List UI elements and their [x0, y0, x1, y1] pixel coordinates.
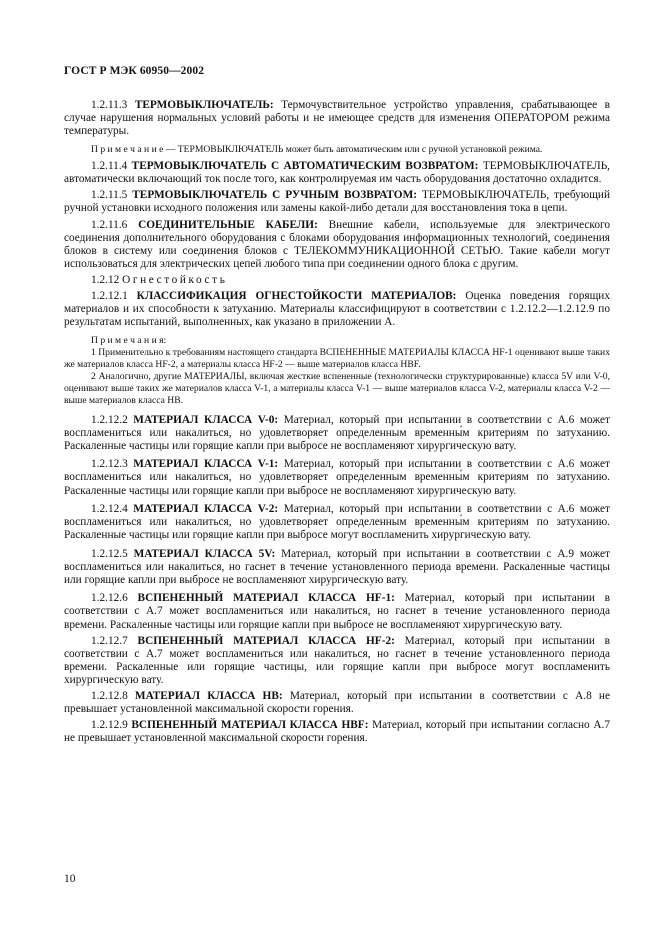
term-heading: МАТЕРИАЛ КЛАССА V-2:: [133, 503, 279, 516]
note-item-1: 1 Применительно к требованиям настоящего стандарта ВСПЕНЕННЫЕ МАТЕРИАЛЫ КЛАССА HF-1 оценивают выше таких же материалов класса HF-2, а материалы класса HF-2 — выше материалов класса HBF.: [64, 346, 610, 370]
paragraph-number: 1.2.12.5: [91, 547, 134, 560]
term-heading: МАТЕРИАЛ КЛАССА V-0:: [133, 413, 279, 426]
paragraph-1-2-12-8: [64, 690, 610, 716]
paragraph-1-2-11-4: [64, 160, 610, 186]
paragraph-number: 1.2.11.3: [91, 99, 135, 111]
paragraph-text: Оценка поведения горящих материалов и их способности к затуханию. Материалы классифицируют в соответствии с 1.2.12.2—1.2.12.9 по результатам испытаний, выполненных, как указано в приложении А.: [64, 290, 610, 329]
page-number: 10: [64, 873, 76, 885]
term-heading: МАТЕРИАЛ КЛАССА HB:: [134, 690, 283, 703]
paragraph-1-2-12-5: [64, 548, 610, 587]
paragraph-number: 1.2.11.5: [91, 189, 133, 202]
paragraph-text: Материал, который при испытании в соответствии с А.7 может воспламениться или накалиться, но гаснет в течение установленного периода времени. Раскаленные или горящие частицы, или горящие капли при выбросе могут воспламенить хирургическую вату.: [64, 634, 610, 686]
term-heading: ВСПЕНЕННЫЙ МАТЕРИАЛ КЛАССА HF-2:: [137, 634, 395, 647]
term-heading: МАТЕРИАЛ КЛАССА V-1:: [133, 458, 279, 471]
paragraph-text: Материал, который при испытании в соответствии с А.7 может воспламениться или накалиться, но гаснет в течение установленного периода времени. Раскаленные частицы или горящие капли при выбросе не воспламеняют хирургическую вату.: [64, 592, 610, 631]
paragraph-1-2-11-3: [64, 99, 610, 138]
term-heading: ТЕРМОВЫКЛЮЧАТЕЛЬ С РУЧНЫМ ВОЗВРАТОМ:: [132, 189, 418, 202]
paragraph-text: Материал, который при испытании в соответствии с А.8 не превышает установленной максимальной скорости горения.: [64, 690, 610, 716]
term-heading: МАТЕРИАЛ КЛАССА 5V:: [133, 547, 276, 560]
notes-label: П р и м е ч а н и я:: [91, 334, 167, 346]
paragraph-number: 1.2.12.1: [91, 290, 137, 303]
paragraph-text: Внешние кабели, используемые для электрического соединения дополнительного оборудования с блоками оборудования информационных технологий, соединения блоков в систему или соединения блоков с ТЕЛЕКОММУНИКАЦИОННОЙ СЕТЬЮ. Такие кабели могут использоваться для электрических цепей любого типа при соединении одного блока с другим.: [64, 218, 610, 270]
paragraph-1-2-12-4: [64, 503, 610, 542]
note-text: — ТЕРМОВЫКЛЮЧАТЕЛЬ может быть автоматическим или с ручной установкой режима.: [163, 143, 543, 155]
section-title: Огнестойкость: [122, 273, 228, 286]
paragraph-text: ТЕРМОВЫКЛЮЧАТЕЛЬ, требующий ручной установки исходного положения или замены какой-либо детали для восстановления тока в цепи.: [64, 189, 611, 215]
paragraph-1-2-12-3: [64, 458, 610, 497]
paragraph-text: Материал, который при испытании в соответствии с А.6 может воспламениться или накалиться, но удовлетворяет определенным временны́м критериям по затуханию. Раскаленные частицы или горящие капли при выбросе не воспламеняют хирургическую вату.: [64, 458, 610, 497]
paragraph-text: Материал, который при испытании в соответствии с А.9 может воспламениться или накалиться, но гаснет в течение установленного периода времени. Раскаленные частицы или горящие капли при выбросе не воспламеняют хирургическую вату.: [64, 547, 610, 586]
paragraph-number: 1.2.12.3: [91, 458, 134, 471]
note-thermal-cutout: [64, 144, 610, 156]
paragraph-1-2-11-5: [64, 189, 610, 215]
document-header: ГОСТ Р МЭК 60950—2002: [64, 65, 205, 77]
paragraph-text: Материал, который при испытании в соответствии с А.6 может воспламениться или накалиться, но удовлетворяет определенным временны́м критериям по затуханию. Раскаленные частицы или горящие капли при выбросе могут воспламенить хирургическую вату.: [64, 503, 610, 542]
term-heading: КЛАССИФИКАЦИЯ ОГНЕСТОЙКОСТИ МАТЕРИАЛОВ:: [136, 290, 457, 303]
paragraph-text: ТЕРМОВЫКЛЮЧАТЕЛЬ, автоматически включающий ток после того, как контролируемая им часть оборудования достаточно охладится.: [64, 160, 611, 186]
paragraph-number: 1.2.11.4: [91, 160, 132, 173]
term-heading: ТЕРМОВЫКЛЮЧАТЕЛЬ:: [134, 99, 274, 111]
paragraph-1-2-12-6: [64, 592, 610, 631]
paragraph-number: 1.2.12.6: [91, 592, 138, 605]
note-item-2: 2 Аналогично, другие МАТЕРИАЛЫ, включая жесткие вспененные (технологически структурированные) класса 5V или V-0, оценивают выше таких же материалов класса V-1, а материалы класса V-1 — выше материалов класса V-2, материалы класса V-2 — выше материалов класса HB.: [64, 370, 610, 406]
paragraph-number: 1.2.12: [91, 273, 123, 286]
paragraph-text: Материал, который при испытании согласно А.7 не превышает установленной максимальной скорости горения.: [64, 719, 610, 745]
paragraph-number: 1.2.12.9: [91, 719, 132, 732]
paragraph-1-2-11-6: [64, 219, 610, 271]
term-heading: ТЕРМОВЫКЛЮЧАТЕЛЬ С АВТОМАТИЧЕСКИМ ВОЗВРАТОМ:: [131, 160, 479, 173]
paragraph-text: Термочувствительное устройство управления, срабатывающее в случае нарушения нормальных условий работы и не имеющее средств для изменения ОПЕРАТОРОМ режима температуры.: [64, 99, 610, 138]
paragraph-number: 1.2.12.4: [91, 503, 134, 516]
paragraph-text: Материал, который при испытании в соответствии с А.6 может воспламениться или накалиться, но удовлетворяет определенным временны́м критериям по затуханию. Раскаленные частицы или горящие капли при выбросе не воспламеняют хирургическую вату.: [64, 413, 610, 452]
paragraph-number: 1.2.12.7: [91, 634, 138, 647]
paragraph-1-2-12-7: [64, 635, 610, 687]
paragraph-1-2-12-1: [64, 290, 610, 329]
term-heading: ВСПЕНЕННЫЙ МАТЕРИАЛ КЛАССА HBF:: [131, 719, 369, 732]
document-body: [64, 99, 610, 748]
paragraph-1-2-12-9: [64, 719, 610, 745]
paragraph-number: 1.2.12.8: [91, 690, 135, 703]
note-label: П р и м е ч а н и е: [91, 143, 164, 155]
paragraph-number: 1.2.11.6: [91, 218, 139, 231]
paragraph-number: 1.2.12.2: [91, 413, 134, 426]
paragraph-1-2-12-2: [64, 414, 610, 453]
term-heading: ВСПЕНЕННЫЙ МАТЕРИАЛ КЛАССА HF-1:: [137, 592, 395, 605]
term-heading: СОЕДИНИТЕЛЬНЫЕ КАБЕЛИ:: [138, 218, 318, 231]
paragraph-1-2-12: [64, 274, 610, 287]
